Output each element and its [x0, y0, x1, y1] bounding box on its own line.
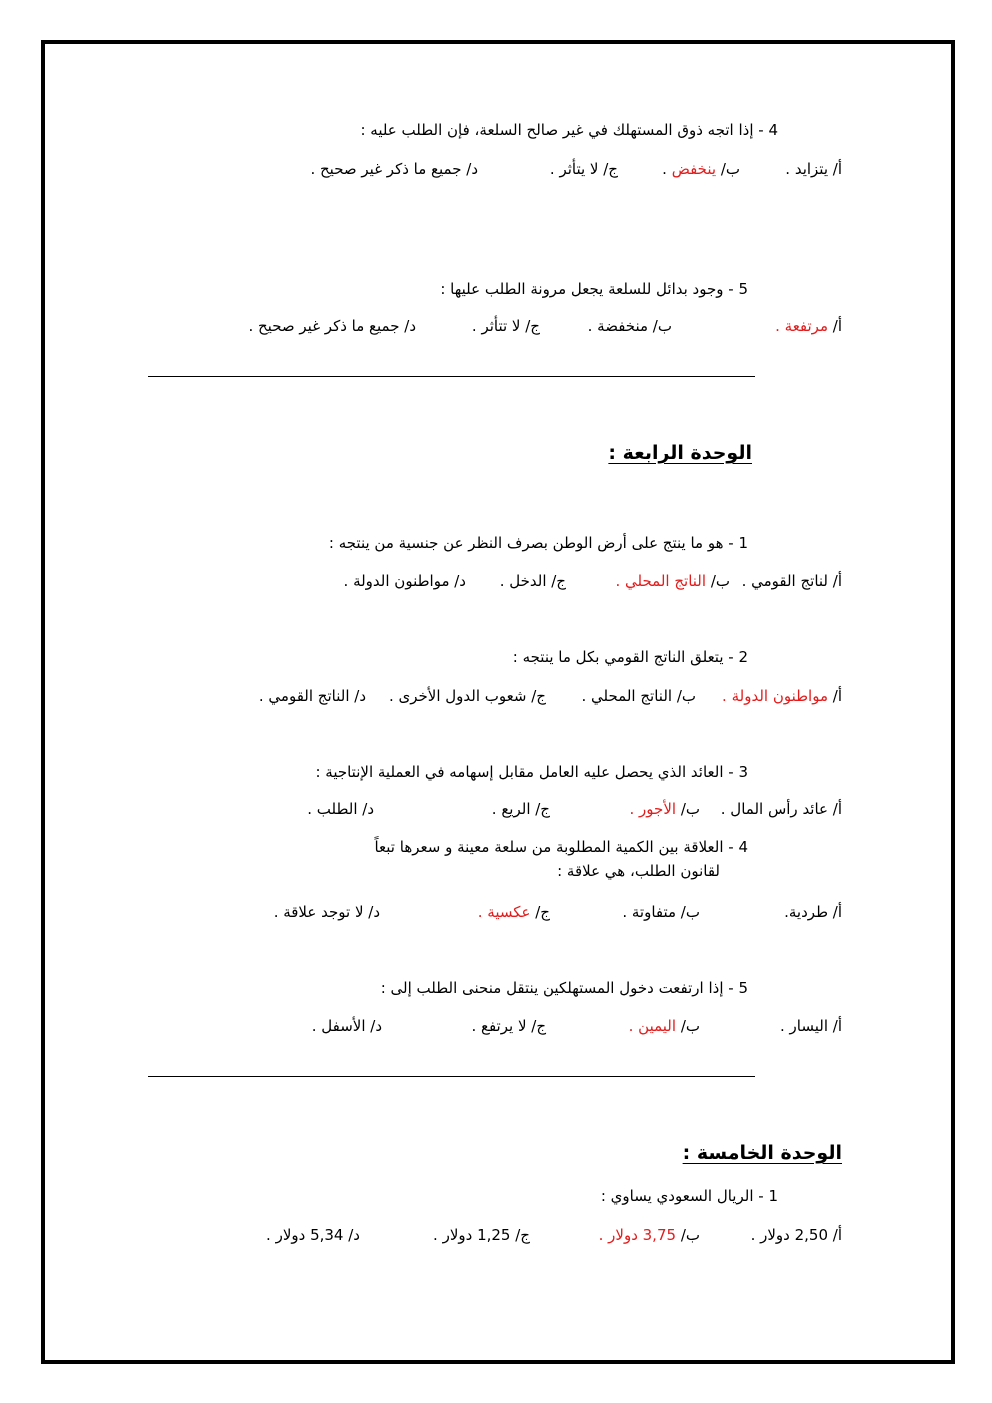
unit4-q3-option-b: ب/ الأجور .: [629, 800, 700, 818]
unit4-q5-option-a: أ/ اليسار .: [780, 1017, 842, 1035]
unit4-q1-option-b: ب/ الناتج المحلي .: [615, 572, 730, 590]
correct-answer: 3,75 دولار .: [598, 1226, 677, 1244]
correct-answer: الأجور .: [629, 800, 677, 818]
correct-answer: مرتفعة .: [775, 317, 828, 335]
unit4-q5-text: 5 - إذا ارتفعت دخول المستهلكين ينتقل منحنى الطلب إلى :: [380, 979, 748, 997]
correct-answer: اليمين .: [628, 1017, 677, 1035]
unit4-q3-option-c: ج/ الريع .: [491, 800, 550, 818]
unit4-q2-option-d: د/ الناتج القومي .: [258, 687, 366, 705]
unit4-q4-option-d: د/ لا توجد علاقة .: [273, 903, 380, 921]
unit4-q4-option-b: ب/ متفاوتة .: [622, 903, 700, 921]
unit-5-title: الوحدة الخامسة :: [682, 1142, 842, 1164]
unit4-q5-option-b: ب/ اليمين .: [628, 1017, 700, 1035]
unit4-q1-option-a: أ/ لناتج القومي .: [741, 572, 842, 590]
correct-answer: ينخفض: [671, 160, 717, 178]
q5-option-c: ج/ لا تتأثر .: [471, 317, 540, 335]
q4-option-b: ب/ ينخفض .: [662, 160, 740, 178]
q5-option-d: د/ جميع ما ذكر غير صحيح .: [248, 317, 416, 335]
unit4-q2-text: 2 - يتعلق الناتج القومي بكل ما ينتجه :: [512, 648, 748, 666]
unit5-q1-option-c: ج/ 1,25 دولار .: [433, 1226, 530, 1244]
unit-4-title: الوحدة الرابعة :: [608, 442, 752, 464]
question-4-text: 4 - إذا اتجه ذوق المستهلك في غير صالح السلعة، فإن الطلب عليه :: [360, 121, 778, 139]
unit4-q5-option-d: د/ الأسفل .: [311, 1017, 382, 1035]
q4-option-a: أ/ يتزايد .: [785, 160, 842, 178]
unit4-q2-option-a: أ/ مواطنون الدولة .: [722, 687, 842, 705]
question-5-text: 5 - وجود بدائل للسلعة يجعل مرونة الطلب عليها :: [440, 280, 748, 298]
unit4-q3-option-d: د/ الطلب .: [307, 800, 374, 818]
unit5-q1-option-d: د/ 5,34 دولار .: [266, 1226, 360, 1244]
unit5-q1-text: 1 - الريال السعودي يساوي :: [600, 1187, 778, 1205]
unit4-q1-option-d: د/ مواطنون الدولة .: [343, 572, 466, 590]
unit4-q3-text: 3 - العائد الذي يحصل عليه العامل مقابل إسهامه في العملية الإنتاجية :: [315, 763, 748, 781]
correct-answer: عكسية .: [477, 903, 531, 921]
unit5-q1-option-a: أ/ 2,50 دولار .: [750, 1226, 842, 1244]
correct-answer: الناتج المحلي .: [615, 572, 707, 590]
section-divider: [148, 376, 755, 377]
unit4-q1-option-c: ج/ الدخل .: [499, 572, 566, 590]
q5-option-b: ب/ منخفضة .: [587, 317, 672, 335]
unit4-q2-option-b: ب/ الناتج المحلي .: [581, 687, 696, 705]
unit4-q4-option-a: أ/ طردية.: [784, 903, 842, 921]
q5-option-a: أ/ مرتفعة .: [775, 317, 842, 335]
unit4-q5-option-c: ج/ لا يرتفع .: [471, 1017, 546, 1035]
unit4-q3-option-a: أ/ عائد رأس المال .: [720, 800, 842, 818]
q4-option-c: ج/ لا يتأثر .: [549, 160, 618, 178]
correct-answer: مواطنون الدولة .: [722, 687, 828, 705]
unit4-q4-text: 4 - العلاقة بين الكمية المطلوبة من سلعة معينة و سعرها تبعاً: [374, 838, 748, 856]
unit4-q4-option-c: ج/ عكسية .: [477, 903, 550, 921]
unit5-q1-option-b: ب/ 3,75 دولار .: [598, 1226, 700, 1244]
unit4-q1-text: 1 - هو ما ينتج على أرض الوطن بصرف النظر عن جنسية من ينتجه :: [328, 534, 748, 552]
section-divider: [148, 1076, 755, 1077]
unit4-q4-text-cont: لقانون الطلب، هي علاقة :: [557, 862, 720, 880]
unit4-q2-option-c: ج/ شعوب الدول الأخرى .: [388, 687, 546, 705]
q4-option-d: د/ جميع ما ذكر غير صحيح .: [310, 160, 478, 178]
